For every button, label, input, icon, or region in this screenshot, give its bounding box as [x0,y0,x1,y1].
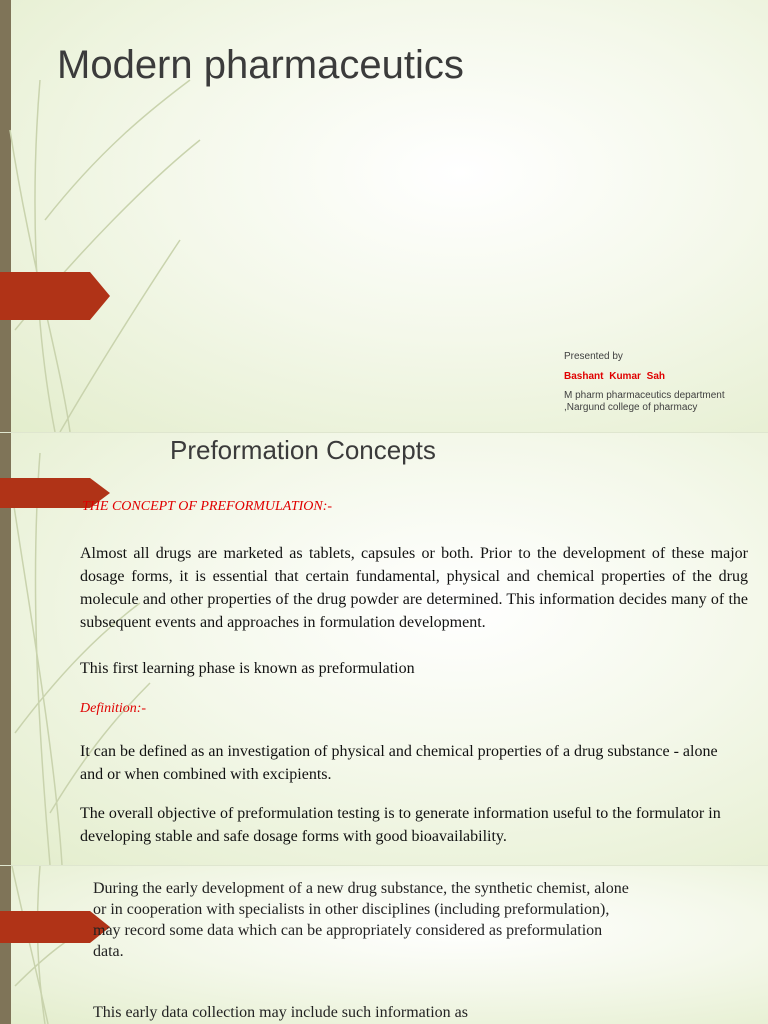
slide-early-development [0,866,768,1024]
affiliation-line-2: ,Nargund college of pharmacy [564,402,698,413]
slide-preformulation [0,433,768,865]
slide-title-text: Preformation Concepts [170,435,436,465]
intro-last-line: This first learning phase is known as preformulation [80,660,415,677]
intro-paragraph: Almost all drugs are marketed as tablets, capsules or both. Prior to the development of these major dosage forms, it is essential that certain fundamental, physical and chemical properties of the drug molecule and other properties of the drug powder are determined. This information decides many of the subsequent events and approaches in formulation development. [80,545,748,631]
accent-tab [0,272,110,320]
objective-text: The overall objective of preformulation testing is to generate information useful to the formulator in developing stable and safe dosage forms with good bioavailability. [80,805,721,845]
definition-text: It can be defined as an investigation of physical and chemical properties of a drug substance - alone and or when combined with excipients. [80,743,718,783]
concept-heading: THE CONCEPT OF PREFORMULATION:- [82,499,333,514]
affiliation [564,390,764,414]
slide-title [0,0,768,432]
early-development-paragraph: During the early development of a new drug substance, the synthetic chemist, alone or in cooperation with specialists in other disciplines (including preformulation), may record some data which can be appropriately considered as preformulation data. [93,880,629,960]
data-collection-paragraph: This early data collection may include such information as [93,1004,468,1021]
presenter-name: Bashant Kumar Sah [564,371,666,382]
slide-title-text: Modern pharmaceutics [57,43,464,87]
definition-heading: Definition:- [80,701,147,716]
presented-by-label: Presented by [564,351,623,362]
affiliation-line-1: M pharm pharmaceutics department [564,390,725,401]
